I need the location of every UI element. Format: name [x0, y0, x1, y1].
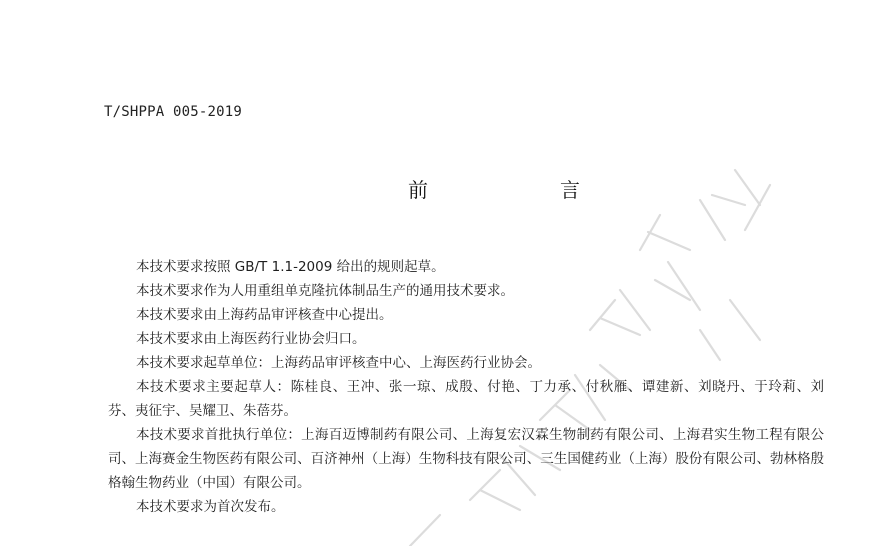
paragraph-drafting-rules: 本技术要求按照 GB/T 1.1-2009 给出的规则起草。: [136, 259, 445, 275]
paragraph-first-implementers: 本技术要求首批执行单位：上海百迈博制药有限公司、上海复宏汉霖生物制药有限公司、上海君实生物工程有限公司、上海赛金生物医药有限公司、百济神州（上海）生物科技有限公司、三生国健药业（上海）股份有限公司、勃林格殷格翰生物药业（中国）有限公司。: [108, 427, 824, 491]
document-code: T/SHPPA 005-2019: [104, 104, 243, 120]
paragraph-first-release: 本技术要求为首次发布。: [136, 499, 285, 515]
paragraph-scope: 本技术要求作为人用重组单克隆抗体制品生产的通用技术要求。: [136, 283, 514, 299]
paragraph-proposer: 本技术要求由上海药品审评核查中心提出。: [136, 307, 393, 323]
paragraph-administrator: 本技术要求由上海医药行业协会归口。: [136, 331, 366, 347]
section-title-foreword: 前 言: [408, 178, 636, 202]
foreword-body: [108, 255, 824, 519]
paragraph-drafters: 本技术要求主要起草人：陈桂良、王冲、张一琼、成殷、付艳、丁力承、付秋雁、谭建新、刘晓丹、于玲莉、刘芬、夷征宇、吴耀卫、朱蓓芬。: [108, 379, 824, 419]
paragraph-drafting-units: 本技术要求起草单位：上海药品审评核查中心、上海医药行业协会。: [136, 355, 541, 371]
